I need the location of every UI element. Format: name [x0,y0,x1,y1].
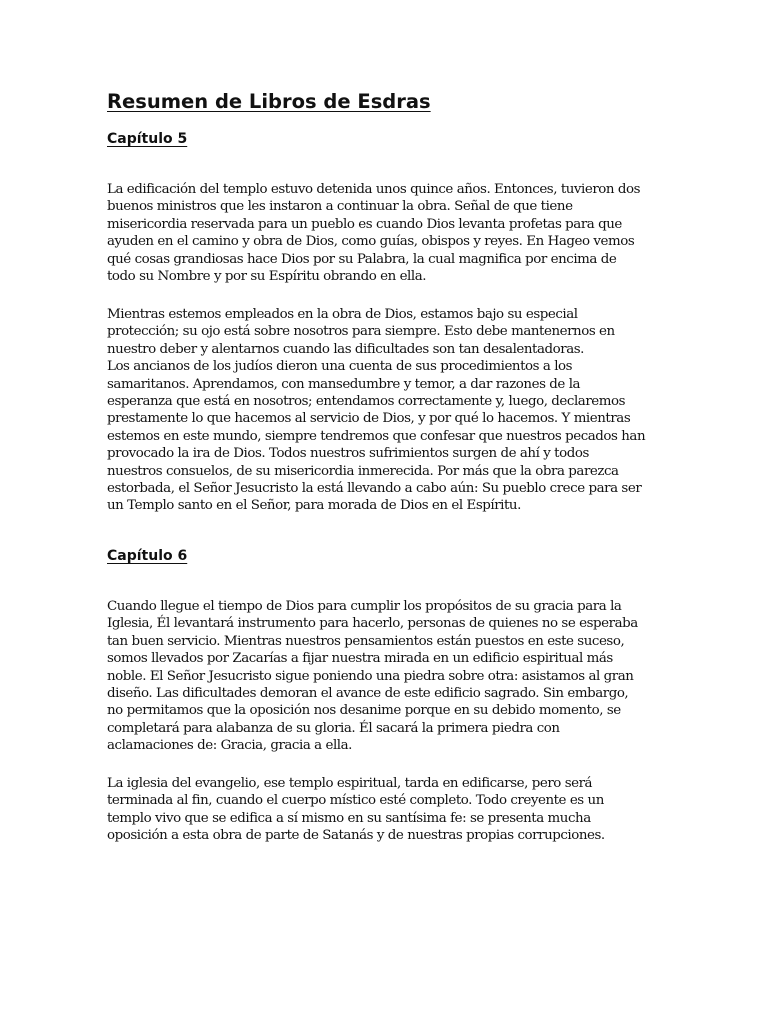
text-line: tan buen servicio. Mientras nuestros pensamientos están puestos en este suceso, [107,633,625,649]
text-line: completará para alabanza de su gloria. Él sacará la primera piedra con [107,720,560,736]
text-line: provocado la ira de Dios. Todos nuestros sufrimientos surgen de ahí y todos [107,446,589,462]
text-line: ayuden en el camino y obra de Dios, como guías, obispos y reyes. En Hageo vemos [107,234,635,250]
text-line: templo vivo que se edifica a sí mismo en su santísima fe: se presenta mucha [107,810,591,826]
text-line: samaritanos. Aprendamos, con mansedumbre y temor, a dar razones de la [107,376,581,392]
text-line: misericordia reservada para un pueblo es cuando Dios levanta profetas para que [107,216,622,232]
text-line: esperanza que está en nosotros; entendamos correctamente y, luego, declaremos [107,394,626,410]
text-line: Iglesia, Él levantará instrumento para hacerlo, personas de quienes no se esperaba [107,616,638,632]
text-line: nuestros consuelos, de su misericordia inmerecida. Por más que la obra parezca [107,463,619,479]
text-line: oposición a esta obra de parte de Satanás y de nuestras propias corrupciones. [107,828,605,844]
chapter-6-paragraph-1 [107,598,667,755]
text-line: Los ancianos de los judíos dieron una cuenta de sus procedimientos a los [107,359,573,375]
text-line: qué cosas grandiosas hace Dios por su Palabra, la cual magnifica por encima de [107,251,617,267]
text-line: Mientras estemos empleados en la obra de Dios, estamos bajo su especial [107,307,578,322]
text-line: estemos en este mundo, siempre tendremos que confesar que nuestros pecados han [107,428,646,444]
chapter-5-paragraph-1 [107,181,667,285]
text-line: noble. El Señor Jesucristo sigue poniendo una piedra sobre otra: asistamos al gran [107,668,634,684]
text-line: un Templo santo en el Señor, para morada de Dios en el Espíritu. [107,498,521,514]
text-line: La edificación del templo estuvo detenida unos quince años. Entonces, tuvieron dos [107,182,641,197]
text-line: La iglesia del evangelio, ese templo espiritual, tarda en edificarse, pero será [107,776,593,791]
chapter-5-heading: Capítulo 5 [107,131,188,147]
text-line: nuestro deber y alentarnos cuando las dificultades son tan desalentadoras. [107,341,584,357]
text-line: estorbada, el Señor Jesucristo la está llevando a cabo aún: Su pueblo crece para ser [107,481,642,497]
text-line: prestamente lo que hacemos al servicio de Dios, y por qué lo hacemos. Y mientras [107,411,631,427]
text-line: diseño. Las dificultades demoran el avance de este edificio sagrado. Sin embargo, [107,686,629,702]
document-title: Resumen de Libros de Esdras [107,90,431,113]
text-line: buenos ministros que les instaron a continuar la obra. Señal de que tiene [107,199,573,215]
chapter-6-heading: Capítulo 6 [107,548,188,564]
text-line: aclamaciones de: Gracia, gracia a ella. [107,738,352,754]
text-line: no permitamos que la oposición nos desanime porque en su debido momento, se [107,703,621,719]
chapter-6-paragraph-2 [107,775,667,845]
text-line: terminada al fin, cuando el cuerpo místico esté completo. Todo creyente es un [107,793,604,809]
text-line: todo su Nombre y por su Espíritu obrando en ella. [107,269,427,285]
chapter-5-paragraph-2 [107,306,667,515]
text-line: protección; su ojo está sobre nosotros para siempre. Esto debe mantenernos en [107,324,615,340]
text-line: Cuando llegue el tiempo de Dios para cumplir los propósitos de su gracia para la [107,599,622,614]
text-line: somos llevados por Zacarías a fijar nuestra mirada en un edificio espiritual más [107,651,613,667]
